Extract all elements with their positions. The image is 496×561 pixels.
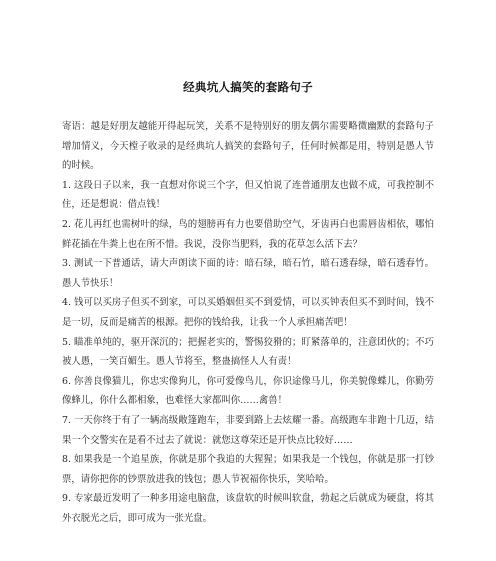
joke-paragraph-5: 5. 瞄准单纯的，驱开深沉的；把握老实的，警惕狡猾的；盯紧落单的，注意团伙的；不巧被人愚，一笑百媚生。愚人节将至，整蛊搞怪人人有责！ [62,336,434,368]
joke-paragraph-8: 8. 如果我是一个追星族，你就是那个我追的大猩猩；如果我是一个钱包，你就是那一打钞票，请你把你的钞票放进我的钱包；愚人节祝福你快乐，笑哈哈。 [62,454,434,485]
joke-paragraph-1: 1. 这段日子以来，我一直想对你说三个字，但又怕说了连普通朋友也做不成，可我控制不住，还是想说：借点钱！ [62,179,434,211]
intro-paragraph: 寄语：越是好朋友越能开得起玩笑，关系不是特别好的朋友偶尔需要略微幽默的套路句子增加情义，今天樘子收录的是经典坑人搞笑的套路句子，任何时候都是用，特别是愚人节的时候。 [62,121,434,172]
joke-paragraph-2: 2. 花儿再红也需树叶的绿，鸟的翅膀再有力也要借助空气，牙齿再白也需唇齿相依，哪怕鲜花插在牛粪上也在所不惜。我说，没你当肥料，我的花草怎么活下去？ [62,218,434,250]
joke-paragraph-6: 6. 你善良像猫儿，你忠实像狗儿，你可爱像鸟儿，你识途像马儿，你美貌像蝶儿，你勤劳像蜂儿，你什么都相象，也难怪大家都叫你……禽兽！ [62,375,434,407]
joke-paragraph-3: 3. 测试一下普通话，请大声朗读下面的诗：暗石绿，暗石竹，暗石透春绿，暗石透春竹。愚人节快乐！ [62,258,434,289]
joke-paragraph-7: 7. 一天你终于有了一辆高级敞篷跑车，非要到路上去炫耀一番。高级跑车非跑十几迈，结果一个交警实在是看不过去了就说：就您这尊荣还是开快点比较好…… [62,414,434,446]
joke-paragraph-4: 4. 钱可以买房子但买不到家，可以买婚姻但买不到爱情，可以买钟表但买不到时间，钱不是一切，反而是痛苦的根源。把你的钱给我，让我一个人承担痛苦吧！ [62,297,434,328]
document-title: 经典坑人搞笑的套路句子 [183,80,313,94]
joke-paragraph-9: 9. 专家最近发明了一种多用途电脑盘，该盘软的时候叫软盘，勃起之后就成为硬盘，将其外衣脱光之后，即可成为一张光盘。 [62,493,434,524]
document-body [62,117,434,528]
